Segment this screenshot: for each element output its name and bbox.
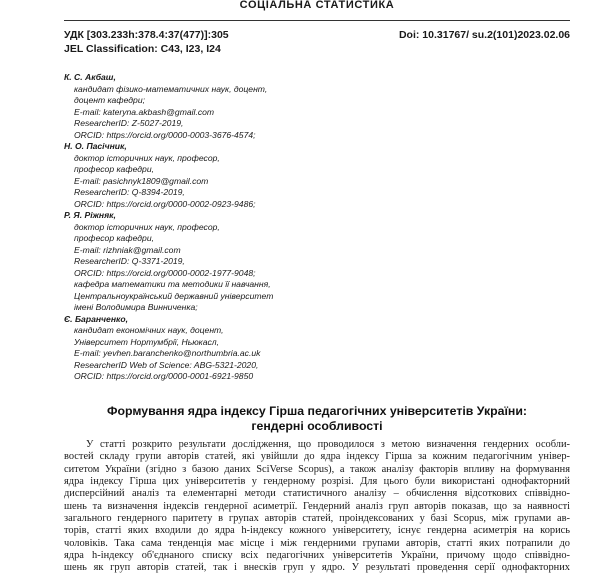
author-email: E-mail: rizhniak@gmail.com (74, 244, 181, 255)
abstract-line: чоловіків. Така сама тенденція має місце і між гендерними групами авторів, статті яких потрапили до (64, 537, 570, 549)
abstract-line: шень як груп авторів статей, так і внесків груп у ядро. У результаті проведення серії однофакторних (64, 562, 570, 574)
author-degree: доктор історичних наук, професор, (74, 152, 220, 163)
author-degree: доктор історичних наук, професор, (74, 221, 220, 232)
abstract-line: шень та визначення індексів гендерної асиметрії. Гендерний аналіз груп авторів показав, що за наявності (64, 500, 570, 512)
author-position: професор кафедри, (74, 164, 154, 174)
abstract-line: ядра h-індексу об'єднаного списку всіх педагогічних університетів України, причому щодо співвідно- (64, 550, 570, 562)
author-email: E-mail: kateryna.akbash@gmail.com (74, 106, 215, 117)
author-orcid: ORCID: https://orcid.org/0000-0003-3676-4574; (74, 129, 256, 140)
abstract-line: ядра індексу Гірша цих університетів у гендерному розрізі. Для цього були використані однофакторний (64, 476, 570, 488)
abstract (64, 439, 570, 575)
author-name: Є. Баранченко, (64, 313, 129, 324)
authors-block (64, 72, 324, 383)
abstract-line: ситетом України (згідно з базою даних SciVerse Scopus), а також аналізу факторів впливу на формування (64, 463, 570, 475)
udk-code: УДК [303.233h:378.4:37(477)]:305 (64, 29, 229, 41)
paper-title-line: Формування ядра індексу Гірша педагогічних університетів України: (106, 404, 527, 418)
author-orcid: ORCID: https://orcid.org/0000-0002-0923-9486; (74, 198, 256, 209)
abstract-line: дисперсійний аналіз та елементарні методи статистичного аналізу – обчислення відсоткових співвідно- (64, 488, 570, 500)
author-degree: кандидат фізико-математичних наук, доцент, (74, 83, 268, 94)
abstract-line: востей складу групи авторів статей, які увійшли до ядра індексу Гірша за кожним педагогічним універ- (64, 451, 570, 463)
abstract-line: торів, статті яких входили до ядра h-індексу кожного університету, існує гендерна асиметрія на корись (64, 525, 570, 537)
author-degree: кандидат економічних наук, доцент, (74, 325, 224, 335)
author-position: професор кафедри, (74, 233, 154, 243)
author-university: Центральноукраїнський державний університет (74, 290, 274, 301)
doi: Doi: 10.31767/ su.2(101)2023.02.06 (398, 29, 570, 41)
paper-title (64, 404, 570, 434)
paper-title-line: гендерні особливості (251, 419, 383, 433)
author-email: E-mail: yevhen.baranchenko@northumbria.ac.uk (74, 348, 261, 358)
author-researcher-id: ResearcherID: Q-8394-2019, (74, 187, 185, 197)
author-name: Н. О. Пасічник, (64, 141, 127, 151)
author-position: доцент кафедри; (74, 95, 145, 105)
jel-classification: JEL Classification: C43, I23, I24 (64, 42, 221, 55)
author-orcid: ORCID: https://orcid.org/0000-0002-1977-9048; (74, 267, 256, 278)
author-email: E-mail: pasichnyk1809@gmail.com (74, 175, 209, 186)
doi-block (399, 29, 570, 43)
author-researcher-id: ResearcherID: Q-3371-2019, (74, 256, 185, 266)
section-title: СОЦІАЛЬНА СТАТИСТИКА (239, 0, 395, 11)
author-department: кафедра математики та методики її навчання, (74, 279, 271, 289)
author-researcher-id: ResearcherID: Z-5027-2019, (74, 118, 184, 128)
author-researcher-id: ResearcherID Web of Science: ABG-5321-2020, (74, 359, 259, 370)
author-name: К. С. Акбаш, (64, 72, 116, 82)
author-university: Університет Нортумбрії, Ньюкасл, (74, 336, 220, 347)
classification-block (64, 29, 229, 56)
section-header (64, 0, 570, 21)
author-orcid: ORCID: https://orcid.org/0000-0001-6921-9850 (74, 371, 254, 381)
author-university-name: імені Володимира Винниченка; (74, 302, 198, 312)
abstract-line: загального гендерного паритету в групах авторів статей, проіндексованих у базі Scopus, між групами ав- (64, 513, 570, 525)
author-name: Р. Я. Рiжняк, (64, 210, 116, 220)
abstract-line: У статті розкрито результати дослідження, що проводилося з метою визначення гендерних особли- (86, 439, 570, 450)
